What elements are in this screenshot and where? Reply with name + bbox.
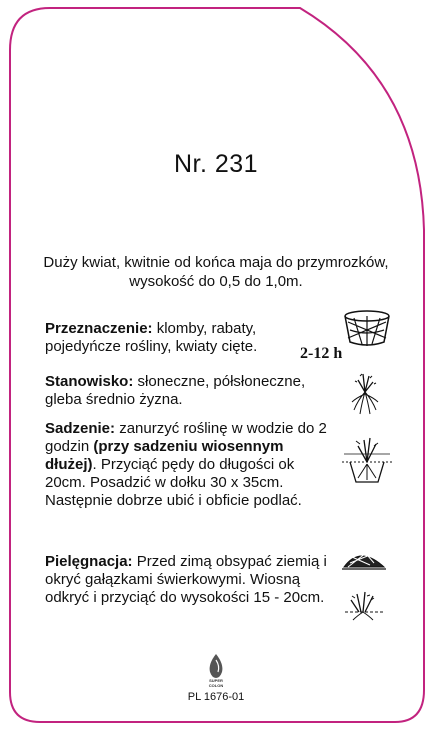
section-label: Pielęgnacja: bbox=[45, 553, 133, 570]
section-label: Przeznaczenie: bbox=[45, 320, 153, 337]
section-label: Stanowisko: bbox=[45, 373, 134, 390]
planting-hole-icon bbox=[340, 432, 394, 486]
bare-root-icon bbox=[348, 370, 382, 416]
section-text: słoneczne, półsłoneczne, gleba średnio żyzna. bbox=[45, 373, 306, 408]
section-stanowisko bbox=[45, 373, 335, 409]
super-colon-logo bbox=[202, 652, 230, 688]
description: Duży kwiat, kwitnie od końca maja do przymrozków, wysokość do 0,5 do 1,0m. bbox=[43, 254, 389, 290]
section-text: Przed zimą obsypać ziemią i okryć gałązkami świerkowymi. Wiosną odkryć i przyciąć do wysokości 15 - 20cm. bbox=[45, 553, 327, 606]
page-title: Nr. 231 bbox=[173, 150, 259, 178]
section-text: klomby, rabaty, pojedyńcze rośliny, kwiaty cięte. bbox=[45, 320, 258, 355]
section-pielegnacja bbox=[45, 553, 345, 607]
footer-code: PL 1676-01 bbox=[187, 691, 245, 703]
basket-soak-icon bbox=[340, 308, 394, 350]
pruned-shoots-icon bbox=[343, 588, 387, 622]
section-sadzenie bbox=[45, 420, 335, 510]
section-label: Sadzenie: bbox=[45, 420, 116, 437]
soak-hours-label: 2-12 h bbox=[300, 345, 343, 362]
logo-text-colon: COLON bbox=[208, 683, 224, 688]
section-emphasis: (przy sadzeniu wiosennym dłużej) bbox=[45, 438, 284, 473]
section-text: zanurzyć roślinę w wodzie do 2 godzin bbox=[45, 420, 327, 455]
section-przeznaczenie bbox=[45, 320, 325, 356]
logo-text-super: SUPER bbox=[209, 678, 223, 683]
section-text-continued: . Przyciąć pędy do długości ok 20cm. Posadzić w dołku 30 x 35cm. Następnie dobrze ubić i obficie podlać. bbox=[45, 456, 302, 509]
mound-cover-icon bbox=[340, 543, 388, 573]
